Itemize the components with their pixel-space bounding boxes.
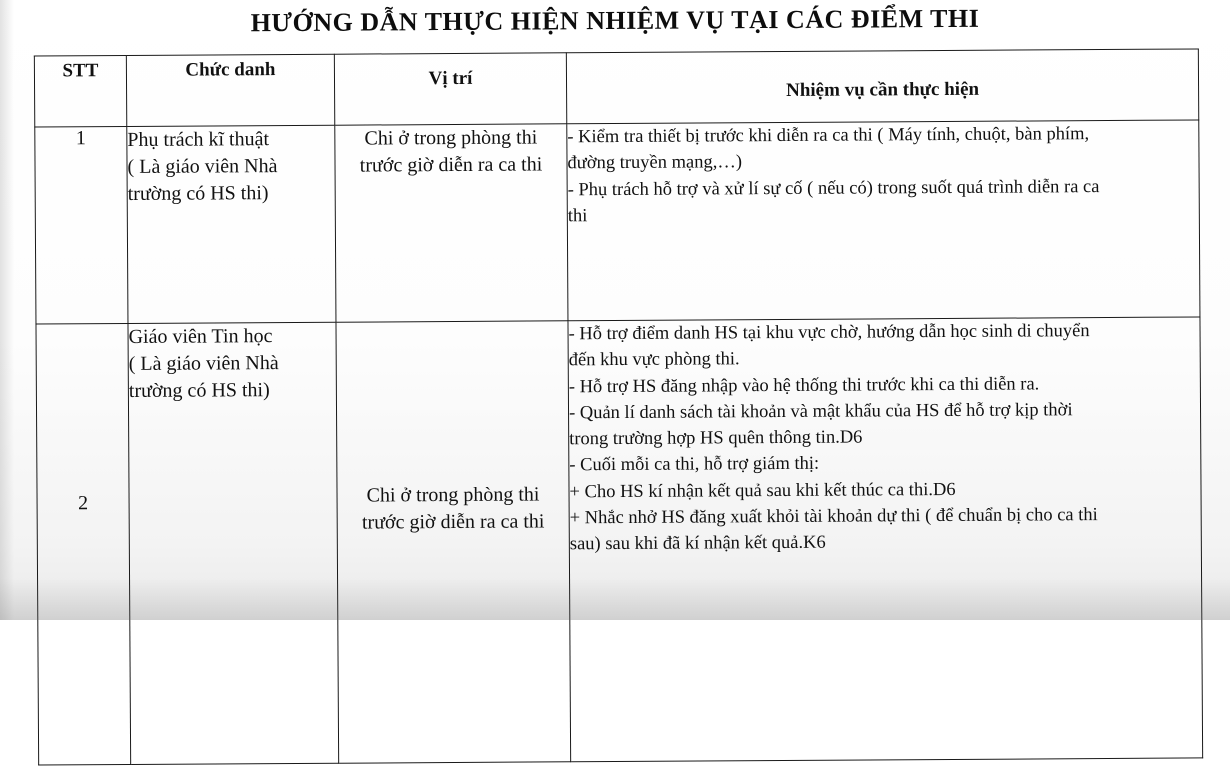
nhiem-vu-line: - Cuối mỗi ca thi, hỗ trợ giám thị: bbox=[569, 454, 820, 476]
nhiem-vu-line: - Hỗ trợ HS đăng nhập vào hệ thống thi trước khi ca thi diễn ra. bbox=[568, 373, 1040, 397]
nhiem-vu-line: - Hỗ trợ điểm danh HS tại khu vực chờ, hướng dẫn học sinh di chuyển bbox=[568, 321, 1090, 345]
vi-tri-line: Chi ở trong phòng thi bbox=[366, 483, 540, 507]
column-header-vi-tri: Vị trí bbox=[334, 53, 566, 125]
nhiem-vu-line: - Quản lí danh sách tài khoản và mật khẩu của HS để hỗ trợ kịp thời bbox=[568, 400, 1073, 424]
cell-chuc-danh-row2 bbox=[128, 322, 339, 764]
guidance-table bbox=[34, 48, 1203, 765]
nhiem-vu-line: đến khu vực phòng thi. bbox=[568, 349, 740, 371]
cell-stt-row2: 2 bbox=[36, 323, 131, 765]
cell-vi-tri-row2 bbox=[336, 321, 571, 763]
nhiem-vu-line: - Phụ trách hỗ trợ và xử lí sự cố ( nếu có) trong suốt quá trình diễn ra ca bbox=[567, 176, 1100, 200]
cell-nhiem-vu-row1 bbox=[567, 120, 1200, 321]
table-row bbox=[35, 120, 1200, 324]
cell-chuc-danh-row1 bbox=[127, 125, 336, 323]
table-row bbox=[36, 317, 1203, 765]
chuc-danh-line: trường có HS thi) bbox=[127, 181, 269, 205]
scan-edge-shadow bbox=[0, 0, 14, 620]
vi-tri-line: trước giờ diễn ra ca thi bbox=[361, 510, 545, 534]
column-header-chuc-danh: Chức danh bbox=[126, 54, 334, 126]
column-header-nhiem-vu: Nhiệm vụ cần thực hiện bbox=[566, 49, 1198, 124]
table-header-row bbox=[34, 49, 1198, 127]
nhiem-vu-line: + Cho HS kí nhận kết quả sau khi kết thúc ca thi.D6 bbox=[569, 479, 956, 502]
vi-tri-line: Chi ở trong phòng thi bbox=[364, 126, 538, 150]
chuc-danh-line: Giáo viên Tin học bbox=[128, 325, 273, 348]
nhiem-vu-line: + Nhắc nhở HS đăng xuất khỏi tài khoản dự thi ( để chuẩn bị cho ca thi bbox=[569, 504, 1098, 529]
vi-tri-line: trước giờ diễn ra ca thi bbox=[359, 153, 543, 177]
page-title: HƯỚNG DẪN THỰC HIỆN NHIỆM VỤ TẠI CÁC ĐIỂM THI bbox=[250, 3, 980, 38]
nhiem-vu-line: đường truyền mạng,…) bbox=[567, 152, 743, 174]
column-header-stt: STT bbox=[34, 55, 126, 127]
chuc-danh-line: trường có HS thi) bbox=[128, 378, 270, 402]
chuc-danh-line: Phụ trách kĩ thuật bbox=[127, 128, 270, 151]
chuc-danh-line: ( Là giáo viên Nhà bbox=[127, 154, 278, 178]
cell-nhiem-vu-row2 bbox=[568, 317, 1203, 762]
cell-stt-row1: 1 bbox=[35, 126, 128, 324]
nhiem-vu-line: trong trường hợp HS quên thông tin.D6 bbox=[569, 427, 863, 450]
nhiem-vu-line: - Kiểm tra thiết bị trước khi diễn ra ca thi ( Máy tính, chuột, bàn phím, bbox=[567, 124, 1090, 148]
cell-vi-tri-row1 bbox=[335, 124, 568, 322]
guidance-table-container bbox=[34, 48, 1202, 765]
nhiem-vu-line: thi bbox=[567, 205, 588, 227]
nhiem-vu-line: sau) sau khi đã kí nhận kết quả.K6 bbox=[569, 532, 826, 555]
chuc-danh-line: ( Là giáo viên Nhà bbox=[128, 351, 279, 375]
